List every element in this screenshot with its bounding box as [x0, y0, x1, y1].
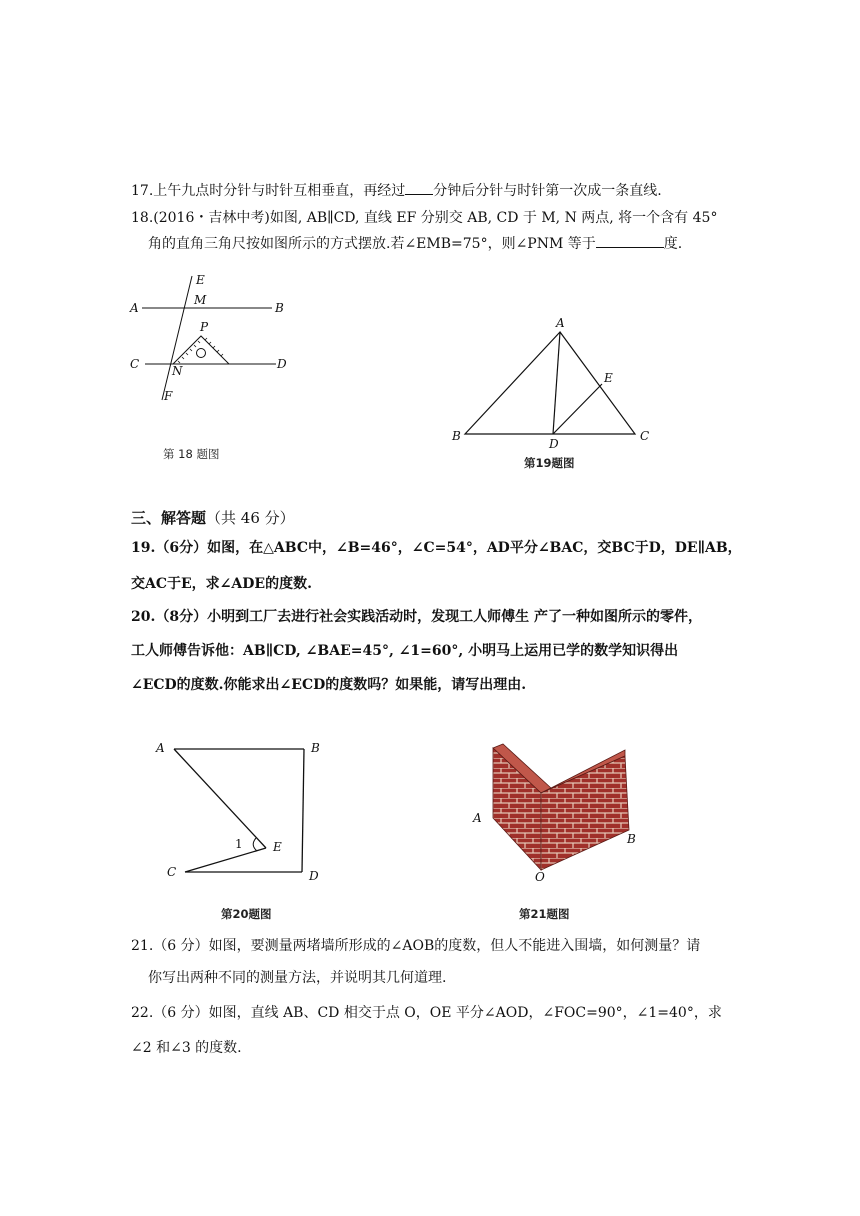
question-17 [131, 180, 662, 201]
label-b: B [452, 429, 461, 443]
label-e: E [273, 840, 282, 854]
section-3-title [131, 507, 295, 528]
label-a: A [556, 316, 565, 330]
figure-18 [120, 268, 310, 408]
label-c: C [130, 357, 140, 371]
label-o: O [535, 870, 545, 884]
question-19-line1: 19.（6分）如图，在△ABC中，∠B=46°，∠C=54°，AD平分∠BAC，交BC于D，DE∥AB， [131, 540, 742, 556]
question-20-line3: ∠ECD的度数.你能求出∠ECD的度数吗？如果能，请写出理由. [131, 677, 527, 693]
figure-19-caption: 第19题图 [524, 456, 575, 470]
figure-21 [465, 738, 650, 888]
label-c: C [640, 429, 650, 443]
set-square [173, 336, 229, 364]
figure-19 [440, 310, 660, 450]
segment-ae [174, 749, 266, 848]
label-d: D [549, 437, 559, 450]
figure-20-caption: 第20题图 [221, 907, 272, 921]
segment-ec [185, 848, 266, 872]
segment-ad [553, 332, 560, 434]
question-22-line2: ∠2 和∠3 的度数. [131, 1040, 242, 1056]
label-d: D [309, 869, 319, 883]
segment-bd [302, 749, 304, 872]
figure-21-caption: 第21题图 [519, 907, 570, 921]
label-a: A [473, 811, 482, 825]
q18-answer-blank [596, 233, 664, 248]
label-d: D [277, 357, 287, 371]
label-b: B [311, 741, 320, 755]
label-m: M [194, 293, 207, 307]
question-21-line2: 你写出两种不同的测量方法，并说明其几何道理. [148, 970, 447, 986]
q17-text-start: 17.上午九点时分针与时针互相垂直，再经过 [131, 183, 406, 199]
label-b: B [275, 301, 284, 315]
label-c: C [167, 865, 177, 879]
question-22-line1: 22.（6 分）如图，直线 AB、CD 相交于点 O，OE 平分∠AOD，∠FOC=90°，∠1=40°，求 [131, 1005, 722, 1021]
question-18-line2 [148, 233, 682, 254]
question-18-line1: 18.(2016・吉林中考)如图, AB∥CD, 直线 EF 分别交 AB, CD 于 M, N 两点, 将一个含有 45° [131, 210, 718, 226]
set-square-hole [197, 349, 206, 358]
q17-answer-blank [405, 180, 433, 195]
question-20-line2: 工人师傅告诉他：AB∥CD, ∠BAE=45°, ∠1=60°, 小明马上运用已学的数学知识得出 [131, 643, 679, 659]
q18-text-start: 角的直角三角尺按如图所示的方式摆放.若∠EMB=75°，则∠PNM 等于 [148, 236, 596, 252]
figure-20 [150, 735, 330, 885]
section-3-points: （共 46 分） [206, 509, 295, 527]
figure-18-caption: 第 18 题图 [163, 447, 220, 461]
label-angle-1: 1 [235, 837, 243, 851]
label-p: P [200, 320, 209, 334]
question-19-line2: 交AC于E，求∠ADE的度数. [131, 576, 312, 592]
label-b: B [627, 832, 636, 846]
label-e: E [196, 273, 205, 287]
line-ef [162, 276, 192, 400]
label-a: A [130, 301, 139, 315]
label-f: F [164, 389, 173, 403]
q18-text-end: 度. [663, 236, 683, 252]
question-21-line1: 21.（6 分）如图，要测量两堵墙所形成的∠AOB的度数，但人不能进入围墙，如何测量？请 [131, 938, 701, 954]
set-square-ruler-ticks [178, 338, 223, 363]
question-20-line1: 20.（8分）小明到工厂去进行社会实践活动时，发现工人师傅生 产了一种如图所示的零件， [131, 609, 702, 625]
label-n: N [172, 364, 183, 378]
q17-text-end: 分钟后分针与时针第一次成一条直线. [433, 183, 662, 199]
segment-de [553, 384, 602, 434]
label-a: A [156, 741, 165, 755]
angle-1-arc [253, 838, 257, 851]
section-3-name: 三、解答题 [131, 509, 207, 527]
label-e: E [604, 371, 613, 385]
